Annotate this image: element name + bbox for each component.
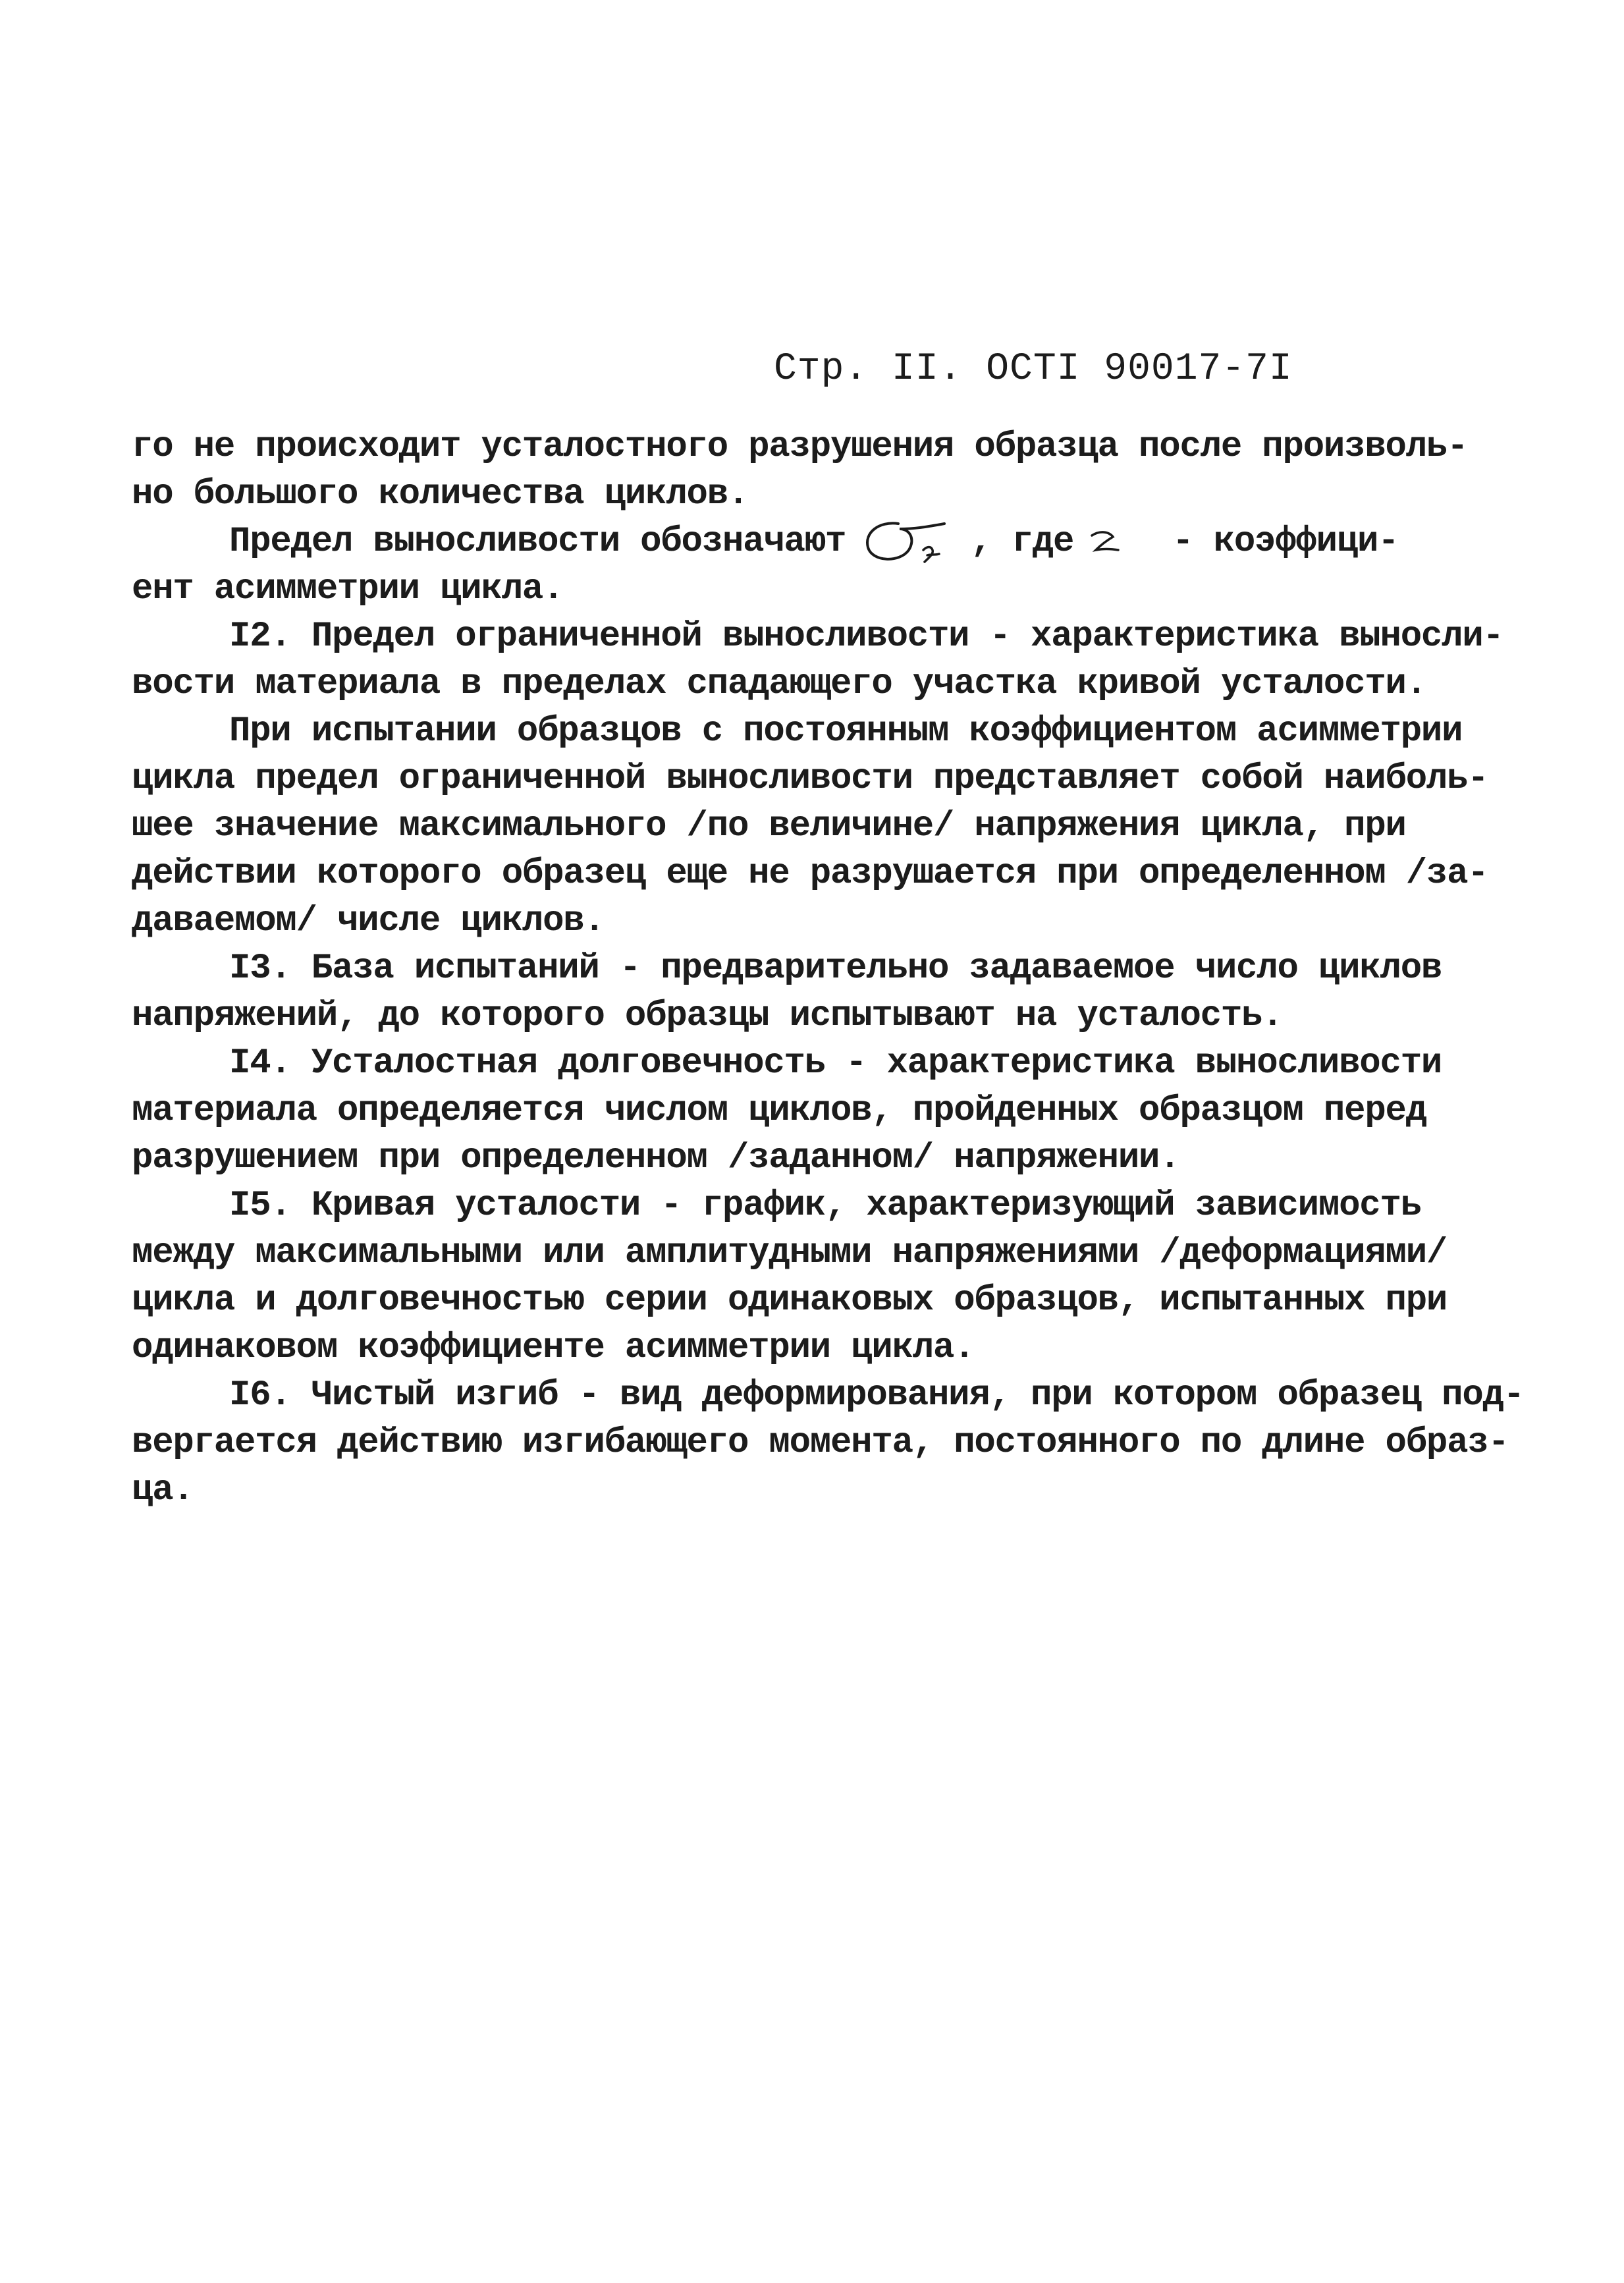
text-line: I2. Предел ограниченной выносливости - характеристика выносли- [229,617,1503,657]
paragraph-endurance-symbol [132,518,1475,613]
text-line: вергается действию изгибающего момента, постоянного по длине образ- [132,1423,1509,1463]
handwritten-r-symbol [1073,518,1172,566]
paragraph-continuation [132,424,1475,518]
text-line: цикла предел ограниченной выносливости представляет собой наиболь- [132,759,1488,799]
text-line: цикла и долговечностью серии одинаковых образцов, испытанных при [132,1280,1448,1321]
text-line: напряжений, до которого образцы испытывают на усталость. [132,996,1283,1036]
paragraph-16 [132,1372,1524,1514]
text-line: даваемом/ числе циклов. [132,901,605,941]
text-line: При испытании образцов с постоянным коэффициентом асимметрии [229,711,1463,752]
text-line: но большого количества циклов. [132,474,749,514]
text-fragment: - коэффици- [1172,522,1399,562]
text-line: го не происходит усталостного разрушения образца после произволь- [132,427,1468,467]
text-line: одинаковом коэффициенте асимметрии цикла. [132,1328,975,1368]
text-line: шее значение максимального /по величине/ напряжения цикла, при [132,806,1406,846]
text-line: материала определяется числом циклов, пройденных образцом перед [132,1091,1426,1131]
page-header: Стр. II. ОСТI 90017-7I [774,348,1293,391]
paragraph-12-detail [132,708,1488,945]
text-line: разрушением при определенном /заданном/ напряжении. [132,1138,1180,1178]
paragraph-13 [132,945,1475,1040]
text-line: между максимальными или амплитудными напряжениями /деформациями/ [132,1233,1448,1273]
text-line: вости материала в пределах спадающего участка кривой усталости. [132,664,1426,704]
document-body [132,424,1524,1514]
text-line: I4. Усталостная долговечность - характеристика выносливости [229,1043,1442,1084]
handwritten-sigma-r-symbol [846,518,971,566]
paragraph-12 [132,613,1503,708]
text-line [132,518,1475,566]
text-line: I3. База испытаний - предварительно задаваемое число циклов [229,949,1442,989]
text-line: ца. [132,1470,194,1510]
text-fragment: Предел выносливости обозначают [229,522,846,562]
paragraph-15 [132,1182,1475,1372]
text-line: I6. Чистый изгиб - вид деформирования, при котором образец под- [229,1375,1524,1416]
paragraph-14 [132,1040,1475,1182]
text-line: I5. Кривая усталости - график, характеризующий зависимость [229,1186,1421,1226]
text-line: ент асимметрии цикла. [132,569,564,609]
text-line: действии которого образец еще не разрушается при определенном /за- [132,854,1488,894]
text-fragment: , где [971,522,1074,562]
